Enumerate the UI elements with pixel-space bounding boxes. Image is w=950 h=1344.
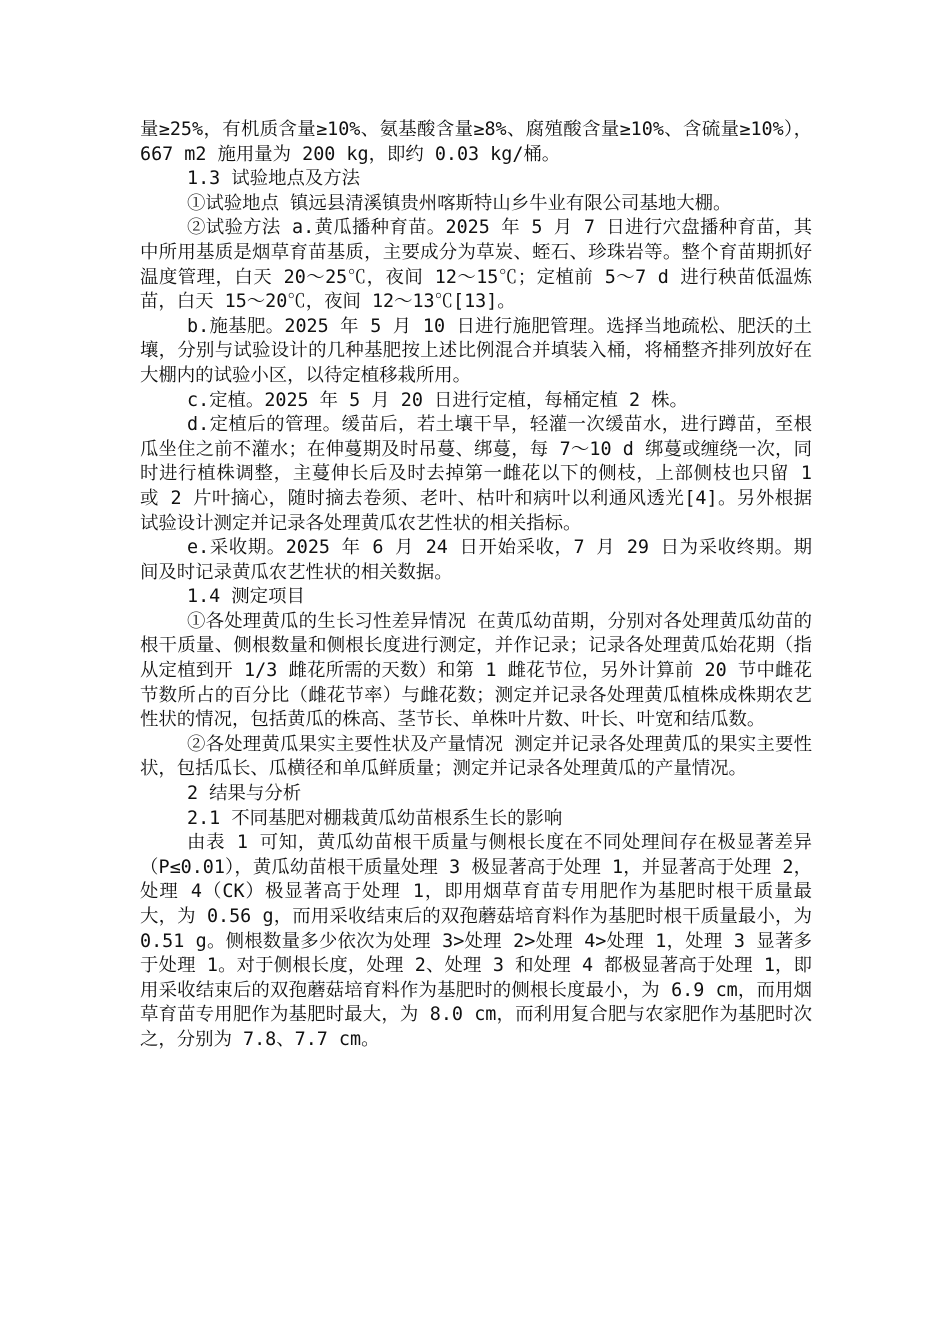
document-page [140, 118, 812, 1053]
section-heading-2-1: 2.1 不同基肥对棚栽黄瓜幼苗根系生长的影响 [187, 807, 563, 829]
section-heading-1-3: 1.3 试验地点及方法 [187, 168, 361, 190]
paragraph-test-method-a: ②试验方法 a.黄瓜播种育苗。2025 年 5 月 7 日进行穴盘播种育苗，其中所用基质是烟草育苗基质，主要成分为草炭、蛭石、珍珠岩等。整个育苗期抓好温度管理，白天 20～25℃，夜间 12～15℃；定植前 5～7 d 进行秧苗低温炼苗，白天 15～20℃，夜间 12～13℃[13]。 [140, 217, 812, 313]
paragraph-results-roots: 由表 1 可知，黄瓜幼苗根干质量与侧根长度在不同处理间存在极显著差异（P≤0.01），黄瓜幼苗根干质量处理 3 极显著高于处理 1，并显著高于处理 2，处理 4（CK）极显著高于处理 1，即用烟草育苗专用肥作为基肥时根干质量最大，为 0.56 g，而用采收结束后的双孢蘑菇培育料作为基肥时根干质量最小，为 0.51 g。侧根数量多少依次为处理 3>处理 2>处理 4>处理 1，处理 3 显著多于处理 1。对于侧根长度，处理 2、处理 3 和处理 4 都极显著高于处理 1，即用采收结束后的双孢蘑菇培育料作为基肥时的侧根长度最小，为 6.9 cm，而用烟草育苗专用肥作为基肥时最大，为 8.0 cm，而利用复合肥与农家肥作为基肥时次之，分别为 7.8、7.7 cm。 [140, 832, 812, 1050]
paragraph-measure-growth: ①各处理黄瓜的生长习性差异情况 在黄瓜幼苗期，分别对各处理黄瓜幼苗的根干质量、侧根数量和侧根长度进行测定，并作记录；记录各处理黄瓜始花期（指从定植到开 1/3 雌花所需的天数）和第 1 雌花节位，另外计算前 20 节中雌花节数所占的百分比（雌花节率）与雌花数；测定并记录各处理黄瓜植株成株期农艺性状的情况，包括黄瓜的株高、茎节长、单株叶片数、叶长、叶宽和结瓜数。 [140, 610, 812, 731]
paragraph-fertilizer-spec: 量≥25%，有机质含量≥10%、氨基酸含量≥8%、腐殖酸含量≥10%、含硫量≥10%），667 m2 施用量为 200 kg，即约 0.03 kg/桶。 [140, 119, 812, 165]
paragraph-test-method-c: c.定植。2025 年 5 月 20 日进行定植，每桶定植 2 株。 [187, 389, 688, 411]
section-heading-2: 2 结果与分析 [187, 783, 302, 805]
paragraph-test-method-d: d.定植后的管理。缓苗后，若土壤干旱，轻灌一次缓苗水，进行蹲苗，至根瓜坐住之前不灌水；在伸蔓期及时吊蔓、绑蔓，每 7～10 d 绑蔓或缠绕一次，同时进行植株调整，主蔓伸长后及时去掉第一雌花以下的侧枝，上部侧枝也只留 1 或 2 片叶摘心，随时摘去卷须、老叶、枯叶和病叶以利通风透光[4]。另外根据试验设计测定并记录各处理黄瓜农艺性状的相关指标。 [140, 414, 812, 534]
section-heading-1-4: 1.4 测定项目 [187, 586, 305, 608]
paragraph-test-method-b: b.施基肥。2025 年 5 月 10 日进行施肥管理。选择当地疏松、肥沃的土壤，分别与试验设计的几种基肥按上述比例混合并填装入桶，将桶整齐排列放好在大棚内的试验小区，以待定植移栽所用。 [140, 315, 812, 386]
paragraph-measure-fruit: ②各处理黄瓜果实主要性状及产量情况 测定并记录各处理黄瓜的果实主要性状，包括瓜长、瓜横径和单瓜鲜质量；测定并记录各处理黄瓜的产量情况。 [140, 733, 812, 780]
paragraph-test-method-e: e.采收期。2025 年 6 月 24 日开始采收，7 月 29 日为采收终期。期间及时记录黄瓜农艺性状的相关数据。 [140, 537, 812, 583]
paragraph-test-site: ①试验地点 镇远县清溪镇贵州喀斯特山乡牛业有限公司基地大棚。 [187, 192, 732, 214]
